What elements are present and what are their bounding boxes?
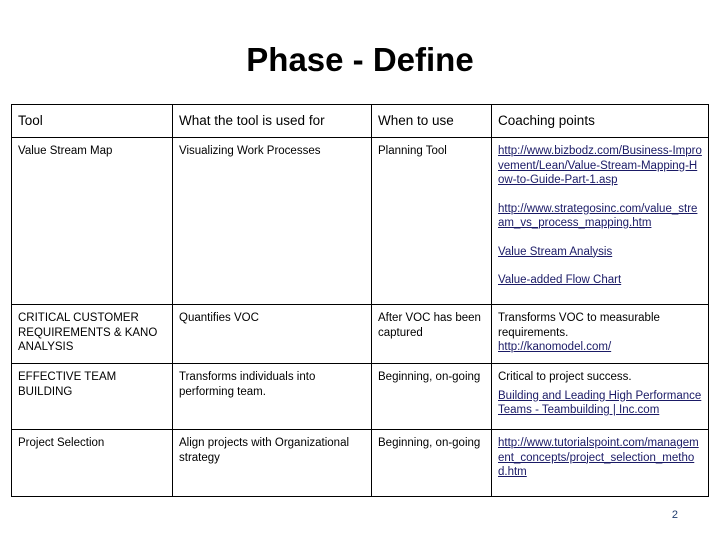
coaching-text: Critical to project success. [498, 371, 632, 383]
inc-teambuilding-link[interactable]: Building and Leading High Performance Teams - Teambuilding | Inc.com [498, 389, 702, 416]
slide-title: Phase - Define [246, 41, 474, 78]
table-row-value-stream-map [12, 138, 709, 305]
cell-used-for: Quantifies VOC [173, 305, 372, 364]
cell-when: After VOC has been captured [372, 305, 492, 364]
strategosinc-link[interactable]: http://www.strategosinc.com/value_stream_vs_process_mapping.htm [498, 202, 698, 229]
header-coaching-points: Coaching points [492, 105, 709, 138]
cell-tool: Project Selection [12, 430, 173, 497]
header-tool: Tool [12, 105, 173, 138]
value-stream-analysis-link[interactable]: Value Stream Analysis [498, 245, 613, 258]
cell-used-for: Transforms individuals into performing team. [173, 364, 372, 430]
cell-coaching [492, 364, 709, 430]
tools-table [11, 104, 709, 497]
table-row-kano-analysis [12, 305, 709, 364]
cell-when: Planning Tool [372, 138, 492, 305]
tutorialspoint-link[interactable]: http://www.tutorialspoint.com/management_concepts/project_selection_method.htm [498, 437, 699, 478]
cell-when: Beginning, on-going [372, 364, 492, 430]
cell-coaching [492, 430, 709, 497]
header-used-for: What the tool is used for [173, 105, 372, 138]
header-when-to-use: When to use [372, 105, 492, 138]
cell-coaching [492, 138, 709, 305]
cell-used-for: Visualizing Work Processes [173, 138, 372, 305]
bizbodz-link[interactable]: http://www.bizbodz.com/Business-Improvement/Lean/Value-Stream-Mapping-How-to-Guide-Part-1.asp [498, 145, 702, 186]
table-row-project-selection [12, 430, 709, 497]
table-header-row [12, 105, 709, 138]
coaching-text: Transforms VOC to measurable requirements. [498, 312, 660, 339]
cell-tool: CRITICAL CUSTOMER REQUIREMENTS & KANO ANALYSIS [12, 305, 173, 364]
cell-tool: EFFECTIVE TEAM BUILDING [12, 364, 173, 430]
cell-used-for: Align projects with Organizational strategy [173, 430, 372, 497]
page-number: 2 [671, 509, 678, 521]
value-added-flow-chart-link[interactable]: Value-added Flow Chart [498, 274, 622, 286]
kanomodel-link[interactable]: http://kanomodel.com/ [498, 341, 612, 353]
cell-tool: Value Stream Map [12, 138, 173, 305]
table-row-team-building [12, 364, 709, 430]
cell-coaching [492, 305, 709, 364]
cell-when: Beginning, on-going [372, 430, 492, 497]
